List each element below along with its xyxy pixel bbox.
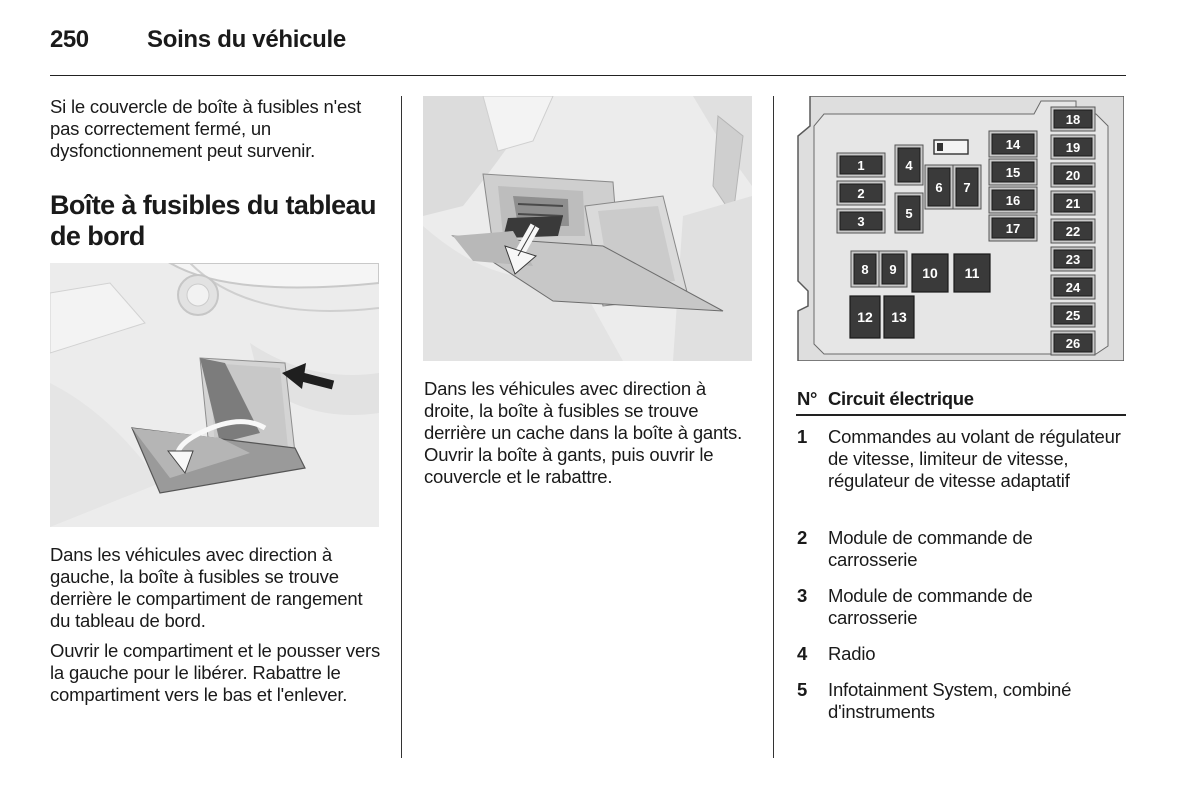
fuse-19 bbox=[1051, 135, 1095, 159]
column-divider bbox=[401, 96, 402, 758]
fuse-circuit: Commandes au volant de régulateur de vitesse, limiteur de vitesse, régulateur de vitesse adaptatif bbox=[828, 426, 1121, 491]
fuse-label: 7 bbox=[963, 180, 971, 195]
fuse-label: 26 bbox=[1065, 336, 1081, 351]
fuse-circuit: Radio bbox=[828, 643, 876, 664]
fuse-number: 5 bbox=[797, 679, 808, 700]
fuse-label: 2 bbox=[857, 186, 865, 201]
fuse-label: 12 bbox=[857, 309, 873, 325]
fuse-15 bbox=[989, 159, 1037, 185]
fuse-25 bbox=[1051, 303, 1095, 327]
fuse-label: 15 bbox=[1005, 165, 1021, 180]
fuse-11 bbox=[954, 254, 990, 292]
fuse-number: 3 bbox=[797, 585, 808, 606]
fuse-label: 17 bbox=[1005, 221, 1021, 236]
page-title: Soins du véhicule bbox=[147, 26, 346, 53]
fuse-label: 21 bbox=[1065, 196, 1081, 211]
fuse-label: 9 bbox=[889, 262, 897, 277]
fuse-5 bbox=[895, 193, 923, 233]
fuse-cover-warning: Si le couvercle de boîte à fusibles n'est pas correctement fermé, un dysfonctionnement peut survenir. bbox=[50, 96, 362, 161]
column-number-label: N° bbox=[797, 388, 818, 409]
fuse-label: 6 bbox=[935, 180, 943, 195]
fuse-2 bbox=[837, 181, 885, 205]
fuse-4 bbox=[895, 145, 923, 185]
section-heading: Boîte à fusibles du tableau de bord bbox=[50, 190, 376, 251]
fuse-23 bbox=[1051, 247, 1095, 271]
fuse-1 bbox=[837, 153, 885, 177]
fuse-number: 4 bbox=[797, 643, 808, 664]
fuse-label: 22 bbox=[1065, 224, 1081, 239]
fuse-16 bbox=[989, 187, 1037, 213]
page-number: 250 bbox=[50, 26, 89, 53]
fuse-label: 14 bbox=[1005, 137, 1021, 152]
fuse-7 bbox=[953, 165, 981, 209]
fuse-label: 1 bbox=[857, 158, 865, 173]
fuse-8 bbox=[851, 251, 879, 287]
fuse-label: 23 bbox=[1065, 252, 1081, 267]
fuse-circuit: Module de commande de carrosserie bbox=[828, 585, 1033, 628]
fuse-label: 4 bbox=[905, 158, 913, 173]
fuse-13 bbox=[884, 296, 914, 338]
glovebox-open-instructions: Ouvrir le compartiment et le pousser vers la gauche pour le libérer. Rabattre le compartiment vers le bas et l'enlever. bbox=[50, 640, 381, 705]
fuse-label: 24 bbox=[1065, 280, 1081, 295]
fuse-22 bbox=[1051, 219, 1095, 243]
fuse-label: 10 bbox=[922, 265, 938, 281]
fuse-24 bbox=[1051, 275, 1095, 299]
fuse-label: 18 bbox=[1065, 112, 1081, 127]
fuse-10 bbox=[912, 254, 948, 292]
fuse-12 bbox=[850, 296, 880, 338]
fuse-circuit: Module de commande de carrosserie bbox=[828, 527, 1033, 570]
fuse-label: 20 bbox=[1065, 168, 1081, 183]
fuse-18 bbox=[1051, 107, 1095, 131]
fuse-21 bbox=[1051, 191, 1095, 215]
fuse-number: 2 bbox=[797, 527, 808, 548]
fuse-table-header bbox=[796, 385, 1126, 416]
fuse-14 bbox=[989, 131, 1037, 157]
fuse-label: 5 bbox=[905, 206, 913, 221]
fuse-label: 16 bbox=[1005, 193, 1021, 208]
left-drive-caption: Dans les véhicules avec direction à gauche, la boîte à fusibles se trouve derrière le compartiment de rangement du tableau de bord. bbox=[50, 544, 363, 631]
fuse-label: 13 bbox=[891, 309, 907, 325]
fuse-20 bbox=[1051, 163, 1095, 187]
fuse-label: 19 bbox=[1065, 140, 1081, 155]
column-circuit-label: Circuit électrique bbox=[828, 388, 974, 409]
fuse-9 bbox=[879, 251, 907, 287]
fuse-number: 1 bbox=[797, 426, 808, 447]
fuse-label: 3 bbox=[857, 214, 865, 229]
glovebox-left-drive-illustration bbox=[50, 263, 379, 527]
right-drive-caption: Dans les véhicules avec direction à droite, la boîte à fusibles se trouve derrière un cache dans la boîte à gants. Ouvrir la boîte à gants, puis ouvrir le couvercle et le rabattre. bbox=[424, 378, 743, 487]
column-divider bbox=[773, 96, 774, 758]
fuse-label: 11 bbox=[964, 265, 980, 281]
fuse-label: 8 bbox=[861, 262, 869, 277]
fuse-3 bbox=[837, 209, 885, 233]
fuse-box-diagram bbox=[796, 96, 1124, 361]
fuse-17 bbox=[989, 215, 1037, 241]
page-header bbox=[50, 26, 1126, 76]
fuse-circuit: Infotainment System, combiné d'instruments bbox=[828, 679, 1072, 722]
fuse-6 bbox=[925, 165, 953, 209]
fuse-26 bbox=[1051, 331, 1095, 355]
fuse-label: 25 bbox=[1065, 308, 1081, 323]
glovebox-right-drive-illustration bbox=[423, 96, 752, 361]
